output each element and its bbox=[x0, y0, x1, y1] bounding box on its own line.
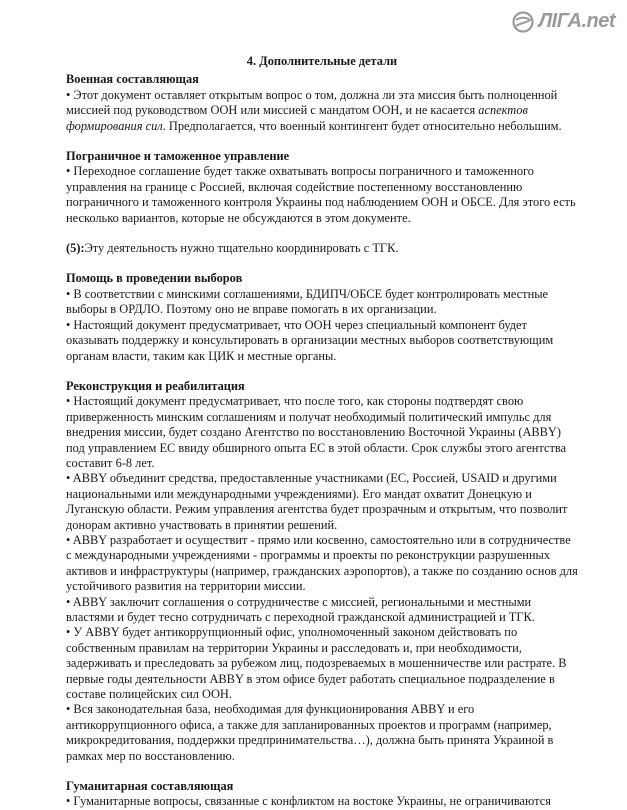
document-body bbox=[66, 54, 578, 810]
section-heading-reconstruction: Реконструкция и реабилитация bbox=[66, 378, 245, 393]
paragraph: • Этот документ оставляет открытым вопрос о том, должна ли эта миссия быть полноценной миссией под руководством ООН или миссией с мандатом ООН, и не касается аспектов формирования сил. Предполагается, что военный контингент будет относительно небольшим. bbox=[66, 87, 562, 133]
note-prefix: (5): bbox=[66, 241, 85, 256]
paragraph: • ABBY заключит соглашения о сотрудничестве с миссией, региональными и местными властями и будет тесно сотрудничать с переходной гражданской администрацией и ТГК. bbox=[66, 594, 535, 624]
note-text: Эту деятельность нужно тщательно координировать с ТГК. bbox=[84, 241, 399, 256]
section-heading-border: Пограничное и таможенное управление bbox=[66, 149, 290, 164]
paragraph: • ABBY разработает и осуществит - прямо или косвенно, самостоятельно или в сотрудничестве с международными учреждениями - программы и проекты по реконструкции разрушенных активов и инфраструктуры (например, гражданских аэропортов), а также по созданию основ для устойчивого развития на территории миссии. bbox=[66, 532, 578, 594]
globe-icon bbox=[512, 11, 534, 33]
paragraph: • ABBY объединит средства, предоставленные участниками (ЕС, Россией, USAID и другими национальными или международными учреждениями). Его мандат охватит Донецкую и Луганскую области. Режим управления агентства будет прозрачным и открытым, что позволит донорам активно участвовать в принятии решений. bbox=[66, 471, 568, 532]
paragraph: • У ABBY будет антикоррупционный офис, уполномоченный законом действовать по собственным правилам на территории Украины и расследовать и, при необходимости, задерживать и преследовать за рубежом лиц, подозреваемых в мошенничестве или растрате. В первые годы деятельности ABBY в этом офисе будет работать специальное подразделение в составе полицейских сил ООН. bbox=[66, 625, 567, 702]
paragraph: • Вся законодательная база, необходимая для функционирования ABBY и его антикоррупционного офиса, а также для запланированных проектов и программ (например, микрокредитования, поддержки предпринимательства…), должна быть принята Украиной в рамках мер по восстановлению. bbox=[66, 702, 554, 763]
section-heading-elections: Помощь в проведении выборов bbox=[66, 271, 243, 286]
emphasis-text: аспектов формирования сил bbox=[66, 103, 528, 133]
document-title: 4. Дополнительные детали bbox=[246, 54, 398, 68]
coordination-note bbox=[66, 241, 578, 256]
paragraph: • В соответствии с минскими соглашениями, БДИПЧ/ОБСЕ будет контролировать местные выборы в ОРДЛО. Поэтому оно не вправе помогать в их организации. bbox=[66, 286, 549, 317]
section-heading-military: Военная составляющая bbox=[66, 72, 199, 87]
section-heading-humanitarian: Гуманитарная составляющая bbox=[66, 779, 234, 794]
logo-text: ЛIГА.net bbox=[538, 10, 615, 32]
paragraph: • Гуманитарные вопросы, связанные с конфликтом на востоке Украины, не ограничиваются bbox=[66, 794, 551, 809]
paragraph: • Настоящий документ предусматривает, что ООН через специальный компонент будет оказывать поддержку и консультировать в организации местных выборов соответствующим органам власти, таким как ЦИК и местные органы. bbox=[66, 317, 554, 363]
paragraph: • Настоящий документ предусматривает, что после того, как стороны подтвердят свою приверженность минским соглашениям и получат необходимый политический импульс для внедрения миссии, будет создано Агентство по восстановлению Восточной Украины (ABBY) под управлением ЕС ввиду обширного опыта ЕС в этой области. Срок службы этого агентства составит 6-8 лет. bbox=[66, 394, 567, 470]
paragraph: • Переходное соглашение будет также охватывать вопросы пограничного и таможенного управления на границе с Россией, включая содействие постепенному восстановлению пограничного и таможенного контроля Украины под наблюдением ООН и ОБСЕ. Для этого есть несколько вариантов, которые не обсуждаются в этом документе. bbox=[66, 164, 576, 225]
liga-net-logo bbox=[512, 10, 615, 33]
